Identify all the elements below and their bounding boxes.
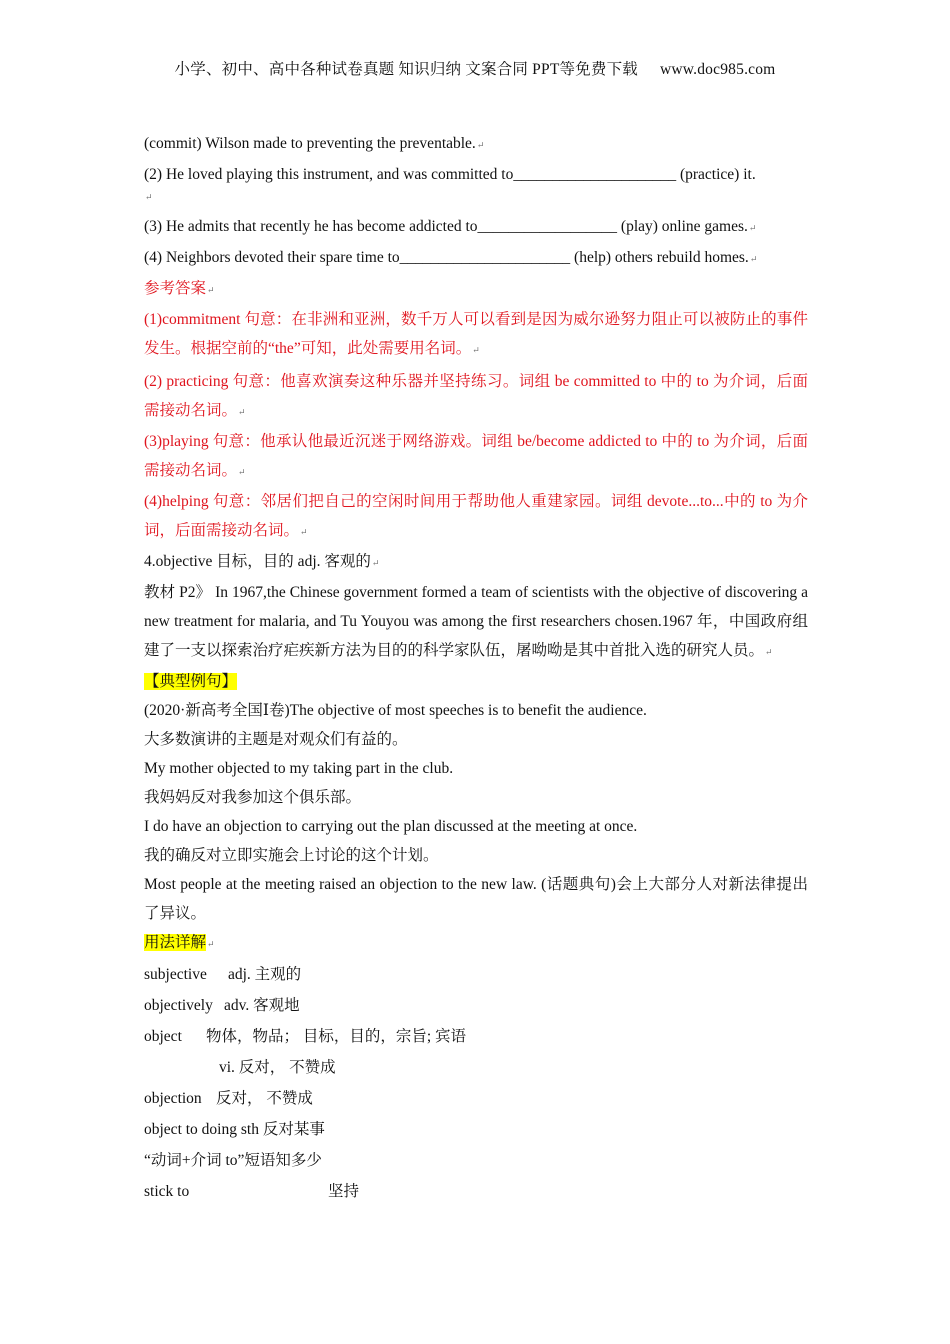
answer-3: (3)playing 句意：他承认他最近沉迷于网络游戏。词组 be/become addicted to 中的 to 为介词，后面需接动名词。↵ <box>144 433 808 479</box>
usage-title: 用法详解↵ <box>144 934 215 951</box>
paragraph-mark-icon: ↵ <box>371 558 380 568</box>
usage-object-vi: vi. 反对， 不赞成 <box>219 1059 336 1076</box>
answer-1: (1)commitment 句意：在非洲和亚洲，数千万人可以看到是因为威尔逊努力阻止可以被防止的事件发生。根据空前的“the”可知，此处需要用名词。↵ <box>144 311 808 357</box>
usage-stick-to: stick to 坚持 <box>144 1183 360 1200</box>
example-2-zh: 我妈妈反对我参加这个俱乐部。 <box>144 789 362 806</box>
example-2-en: My mother objected to my taking part in the club. <box>144 760 454 777</box>
exercise-q3: (3) He admits that recently he has become addicted to__________________ (play) online games.↵ <box>144 218 757 235</box>
answer-4: (4)helping 句意：邻居们把自己的空闲时间用于帮助他人重建家园。词组 devote...to...中的 to 为介词，后面需接动名词。↵ <box>144 493 808 539</box>
paragraph-mark-icon: ↵ <box>238 407 246 417</box>
item4-heading: 4.objective 目标，目的 adj. 客观的↵ <box>144 553 380 570</box>
exercise-q2: (2) He loved playing this instrument, and was committed to_____________________ (practice) it. <box>144 166 756 183</box>
example-3-zh: 我的确反对立即实施会上讨论的这个计划。 <box>144 847 439 864</box>
header-text: 小学、初中、高中各种试卷真题 知识归纳 文案合同 PPT等免费下载 <box>174 61 638 78</box>
exercise-line-1: (commit) Wilson made to preventing the preventable.↵ <box>144 135 485 152</box>
usage-object: object 物体，物品； 目标，目的，宗旨; 宾语 <box>144 1028 467 1045</box>
usage-phrase-title: “动词+介词 to”短语知多少 <box>144 1152 322 1169</box>
page-header <box>0 57 950 79</box>
item4-textbook: 教材 P2》 In 1967,the Chinese government formed a team of scientists with the objective of discovering a new treatment for malaria, and Tu Youyou was among the first researchers chosen.1967 年，中国政府组建了一支以探索治疗疟疾新方法为目的的科学家队伍，屠呦呦是其中首批入选的研究人员。↵ <box>144 584 808 659</box>
usage-objection: objection 反对， 不赞成 <box>144 1090 313 1107</box>
paragraph-mark-icon: ↵ <box>749 254 758 264</box>
paragraph-mark-icon: ↵ <box>207 939 215 949</box>
exercise-q4: (4) Neighbors devoted their spare time to______________________ (help) others rebuild homes.↵ <box>144 249 758 266</box>
example-4: Most people at the meeting raised an objection to the new law. (话题典句)会上大部分人对新法律提出了异议。 <box>144 876 808 922</box>
paragraph-mark-icon: ↵ <box>765 647 773 657</box>
paragraph-mark-icon: ↵ <box>472 345 480 355</box>
examples-title: 【典型例句】 <box>144 673 238 690</box>
example-1-en: (2020·新高考全国Ⅰ卷)The objective of most speeches is to benefit the audience. <box>144 702 647 719</box>
paragraph-mark-icon: ↵ <box>300 527 308 537</box>
answer-2: (2) practicing 句意：他喜欢演奏这种乐器并坚持练习。词组 be committed to 中的 to 为介词，后面需接动名词。↵ <box>144 373 808 419</box>
usage-objectively: objectively adv. 客观地 <box>144 997 300 1014</box>
document-body <box>144 129 808 1207</box>
exercise-q2-end <box>144 189 808 204</box>
example-3-en: I do have an objection to carrying out the plan discussed at the meeting at once. <box>144 818 638 835</box>
paragraph-mark-icon: ↵ <box>476 140 485 150</box>
paragraph-mark-icon: ↵ <box>238 467 246 477</box>
usage-object-to: object to doing sth 反对某事 <box>144 1121 325 1138</box>
header-site: www.doc985.com <box>659 61 776 78</box>
paragraph-mark-icon: ↵ <box>748 223 757 233</box>
example-1-zh: 大多数演讲的主题是对观众们有益的。 <box>144 731 408 748</box>
paragraph-mark-icon: ↵ <box>207 285 215 295</box>
usage-subjective: subjective adj. 主观的 <box>144 966 302 983</box>
paragraph-mark-icon: ↵ <box>145 192 153 202</box>
answers-title: 参考答案↵ <box>144 280 215 297</box>
